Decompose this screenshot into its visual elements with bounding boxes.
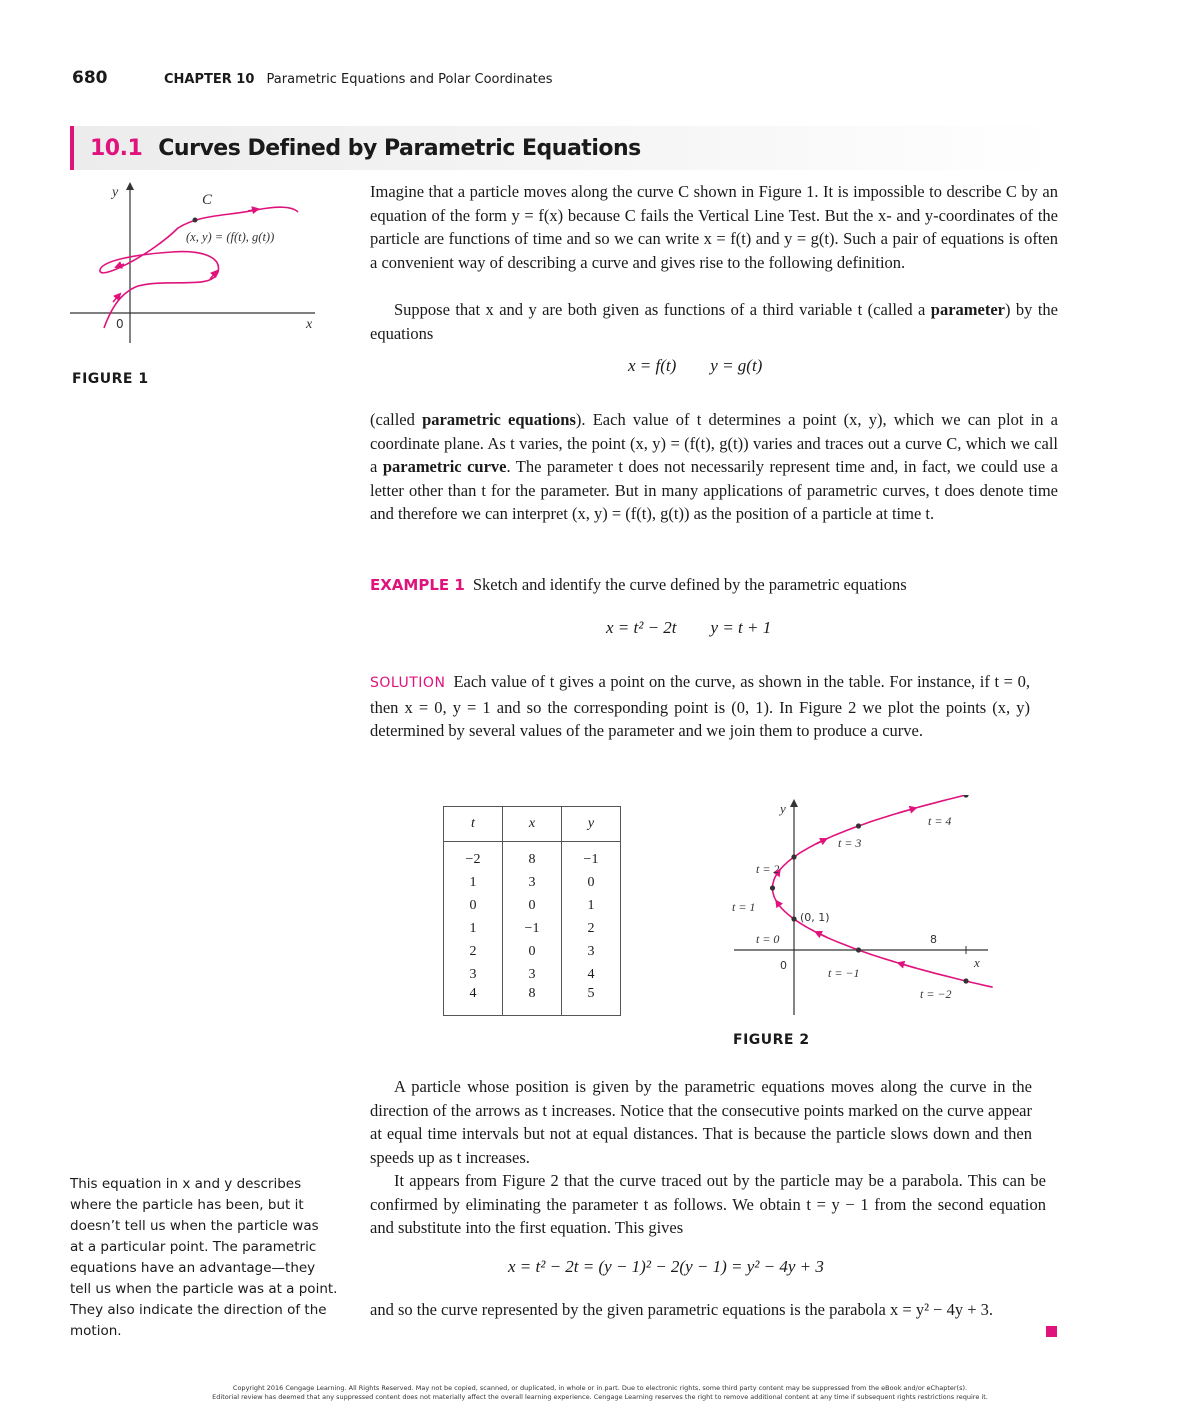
table-cell: 4 — [444, 986, 503, 1016]
table-cell: 0 — [562, 871, 621, 894]
table-header-y: y — [562, 807, 621, 842]
example-text: Sketch and identify the curve defined by the parametric equations — [472, 575, 907, 594]
fig2-x-tick-label: 8 — [930, 933, 937, 946]
fig2-point — [856, 823, 861, 828]
paragraph-2-b: ) by the equations — [370, 300, 1058, 343]
table-cell: 1 — [562, 894, 621, 917]
example-1 — [370, 573, 1058, 598]
copyright-line-2: Editorial review has deemed that any suppressed content does not materially affect the overall learning experience. Cengage Learning reserves the right to remove additional content at any time if subsequent rights restrictions require it. — [212, 1393, 988, 1401]
term-parameter: parameter — [930, 300, 1005, 319]
side-note-line: where the particle has been, but it — [70, 1197, 304, 1213]
side-note-line: tell us when the particle was at a point. — [70, 1281, 338, 1297]
fig1-x-label: x — [306, 317, 313, 332]
end-of-solution-square — [1046, 1326, 1057, 1337]
section-title-text: Curves Defined by Parametric Equations — [158, 136, 641, 161]
table-cell: 3 — [562, 940, 621, 963]
term-parametric-curve: parametric curve — [382, 457, 507, 476]
paragraph-3 — [370, 408, 1058, 526]
side-note-line: motion. — [70, 1323, 122, 1339]
section-number: 10.1 — [90, 136, 143, 161]
figure-2-caption: FIGURE 2 — [733, 1032, 810, 1048]
term-parametric-equations: parametric equations — [422, 410, 576, 429]
fig1-y-label: y — [112, 185, 119, 200]
paragraph-3-c: . The parameter t does not necessarily represent time and, in fact, we could use a letter other than t for the parameter. But in many applications of parametric curves, t does denote time and therefore we can interpret (x, y) = (f(t), g(t)) as the position of a particle at time t. — [370, 457, 1058, 523]
fig2-parabola — [773, 795, 993, 987]
running-head — [164, 72, 553, 87]
fig2-direction-arrow — [898, 808, 915, 813]
fig2-direction-arrow — [816, 932, 826, 937]
side-note-line: at a particular point. The parametric — [70, 1239, 317, 1255]
table-cell: 0 — [444, 894, 503, 917]
table-row — [444, 894, 621, 917]
table-row — [444, 871, 621, 894]
table-cell: −1 — [562, 842, 621, 872]
figure-2-graph — [720, 795, 1000, 1020]
fig1-origin-label: 0 — [116, 317, 124, 331]
fig2-x-label: x — [974, 955, 980, 970]
fig2-label-t1: t = 1 — [732, 900, 756, 914]
table-cell: 1 — [444, 871, 503, 894]
fig2-direction-arrow — [816, 839, 826, 844]
fig2-point — [856, 947, 861, 952]
fig2-point-label: (0, 1) — [800, 911, 830, 924]
fig2-point — [791, 916, 796, 921]
table-cell: 0 — [503, 940, 562, 963]
solution-paragraph — [370, 670, 1030, 743]
fig1-point-label: (x, y) = (f(t), g(t)) — [186, 230, 275, 244]
table-cell: 0 — [503, 894, 562, 917]
fig2-label-t0: t = 0 — [756, 932, 780, 946]
fig2-point — [963, 978, 968, 983]
figure-1-caption: FIGURE 1 — [72, 371, 149, 387]
table-header-x: x — [503, 807, 562, 842]
equation-3: x = t² − 2t = (y − 1)² − 2(y − 1) = y² − 4y + 3 — [508, 1257, 824, 1276]
table-header-row — [444, 807, 621, 842]
table-cell: 4 — [562, 963, 621, 986]
fig2-point — [791, 854, 796, 859]
fig2-origin-label: 0 — [780, 959, 787, 972]
side-note-line: They also indicate the direction of the — [70, 1302, 327, 1318]
paragraph-4: A particle whose position is given by the parametric equations moves along the curve in the direction of the arrows as t increases. Notice that the consecutive points marked on the curve appear at equal time intervals but not at equal distances. That is because the particle slows down and then speeds up as t increases. — [370, 1077, 1032, 1167]
side-note — [70, 1174, 360, 1342]
table-row — [444, 917, 621, 940]
fig2-label-t4: t = 4 — [928, 814, 952, 828]
table-cell: 3 — [503, 963, 562, 986]
copyright-footer — [0, 1384, 1200, 1402]
fig2-label-t3: t = 3 — [838, 836, 862, 850]
section-title — [90, 136, 641, 161]
table-header-t: t — [444, 807, 503, 842]
table-cell: 2 — [562, 917, 621, 940]
fig2-label-tm1: t = −1 — [828, 966, 860, 980]
section-rule — [70, 126, 74, 170]
paragraph-5: It appears from Figure 2 that the curve traced out by the particle may be a parabola. This can be confirmed by eliminating the parameter t as follows. We obtain t = y − 1 from the second equation and substitute into the first equation. This gives — [370, 1171, 1046, 1237]
equation-1: x = f(t) y = g(t) — [628, 356, 763, 375]
fig2-point — [770, 885, 775, 890]
table-row — [444, 940, 621, 963]
paragraph-3-a: (called — [370, 410, 423, 429]
table-cell: −1 — [503, 917, 562, 940]
paragraph-6: and so the curve represented by the given parametric equations is the parabola x = y² − 4y + 3. — [370, 1300, 993, 1319]
paragraph-2-a: Suppose that x and y are both given as functions of a third variable t (called a — [394, 300, 931, 319]
fig2-direction-arrow — [898, 963, 915, 968]
table-cell: 3 — [444, 963, 503, 986]
side-note-line: This equation in x and y describes — [70, 1176, 302, 1192]
table-row — [444, 842, 621, 872]
fig2-marks — [770, 795, 993, 987]
solution-label: SOLUTION — [370, 675, 446, 691]
chapter-label: CHAPTER 10 — [164, 72, 255, 87]
figure-1-graph — [60, 178, 330, 348]
fig2-label-t2: t = 2 — [756, 862, 780, 876]
table-row — [444, 986, 621, 1016]
paragraph-2 — [370, 298, 1058, 345]
copyright-line-1: Copyright 2016 Cengage Learning. All Rights Reserved. May not be copied, scanned, or duplicated, in whole or in part. Due to electronic rights, some third party content may be suppressed from the eBook and/or eChapter(s). — [232, 1384, 968, 1392]
table-cell: 3 — [503, 871, 562, 894]
table-cell: 8 — [503, 986, 562, 1016]
fig2-y-label: y — [780, 801, 786, 816]
example-label: EXAMPLE 1 — [370, 576, 465, 594]
paragraph-1: Imagine that a particle moves along the curve C shown in Figure 1. It is impossible to describe C by an equation of the form y = f(x) because C fails the Vertical Line Test. But the x- and y-coordinates of the particle are functions of time and so we can write x = f(t) and y = g(t). Such a pair of equations is often a convenient way of describing a curve and gives rise to the following definition. — [370, 182, 1058, 272]
table-cell: 5 — [562, 986, 621, 1016]
paragraph-3-b: ). Each value of t determines a point (x, y), which we can plot in a coordinate plane. As t varies, the point (x, y) = (f(t), g(t)) varies and traces out a curve C, which we call a — [370, 410, 1059, 476]
page-number: 680 — [72, 68, 108, 88]
values-table — [443, 806, 621, 1016]
equation-2: x = t² − 2t y = t + 1 — [606, 618, 772, 637]
fig1-point — [193, 218, 198, 223]
table-row — [444, 963, 621, 986]
table-cell: 1 — [444, 917, 503, 940]
fig2-label-tm2: t = −2 — [920, 987, 952, 1001]
fig2-point — [963, 795, 968, 798]
side-note-line: equations have an advantage—they — [70, 1260, 316, 1276]
side-note-line: doesn’t tell us when the particle was — [70, 1218, 319, 1234]
table-cell: 8 — [503, 842, 562, 872]
table-cell: 2 — [444, 940, 503, 963]
table-cell: −2 — [444, 842, 503, 872]
fig1-curve-label: C — [202, 192, 213, 208]
fig2-direction-arrow — [776, 901, 779, 906]
solution-text: Each value of t gives a point on the curve, as shown in the table. For instance, if t = 0, then x = 0, y = 1 and so the corresponding point is (0, 1). In Figure 2 we plot the points (x, y) determined by several values of the parameter and we join them to produce a curve. — [370, 672, 1030, 740]
values-table-wrapper — [443, 806, 621, 1016]
chapter-title: Parametric Equations and Polar Coordinates — [266, 72, 553, 87]
